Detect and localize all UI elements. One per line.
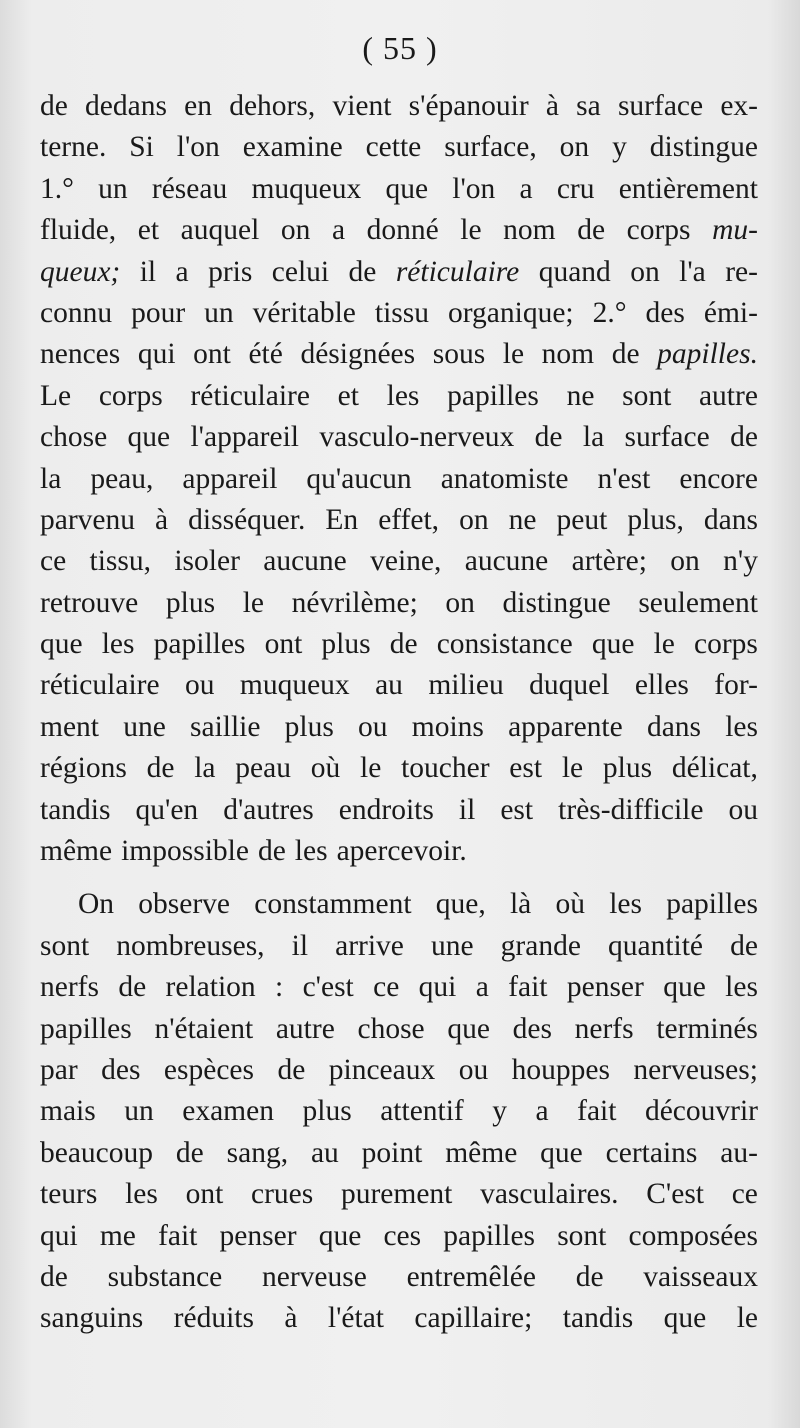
- text-line: papilles n'étaient autre chose que des nerfs terminés: [40, 1012, 758, 1045]
- text-line: fluide, et auquel on a donné le nom de corps mu-: [40, 214, 758, 247]
- text-line: tandis qu'en d'autres endroits il est très-difficile ou: [40, 793, 758, 826]
- paragraph-gap: [40, 872, 758, 884]
- body-text: [40, 86, 758, 1340]
- text-line: parvenu à disséquer. En effet, on ne peut plus, dans: [40, 503, 758, 536]
- text-line: 1.° un réseau muqueux que l'on a cru entièrement: [40, 172, 758, 205]
- text-line: de substance nerveuse entremêlée de vaisseaux: [40, 1260, 758, 1293]
- text-line: chose que l'appareil vasculo-nerveux de la surface de: [40, 421, 758, 454]
- text-line: même impossible de les apercevoir.: [40, 835, 467, 868]
- text-line: On observe constamment que, là où les papilles: [78, 888, 758, 921]
- text-line: que les papilles ont plus de consistance que le corps: [40, 628, 758, 661]
- text-line: nences qui ont été désignées sous le nom de papilles.: [40, 338, 758, 371]
- text-line: de dedans en dehors, vient s'épanouir à sa surface ex-: [40, 90, 758, 122]
- text-line: la peau, appareil qu'aucun anatomiste n'est encore: [40, 462, 758, 495]
- text-line: mais un examen plus attentif y a fait découvrir: [40, 1095, 758, 1128]
- page-number: ( 55 ): [362, 30, 438, 66]
- paragraph: [40, 884, 758, 1339]
- text-line: Le corps réticulaire et les papilles ne sont autre: [40, 379, 758, 412]
- text-line: connu pour un véritable tissu organique; 2.° des émi-: [40, 296, 758, 329]
- text-line: régions de la peau où le toucher est le plus délicat,: [40, 752, 758, 785]
- text-line: terne. Si l'on examine cette surface, on y distingue: [40, 131, 758, 164]
- text-line: ce tissu, isoler aucune veine, aucune artère; on n'y: [40, 545, 758, 578]
- text-line: queux; il a pris celui de réticulaire quand on l'a re-: [40, 255, 758, 288]
- text-line: sanguins réduits à l'état capillaire; tandis que le: [40, 1302, 758, 1335]
- text-line: qui me fait penser que ces papilles sont composées: [40, 1219, 758, 1252]
- text-line: retrouve plus le névrilème; on distingue seulement: [40, 586, 758, 619]
- text-line: beaucoup de sang, au point même que certains au-: [40, 1136, 758, 1169]
- text-line: nerfs de relation : c'est ce qui a fait penser que les: [40, 971, 758, 1004]
- text-line: par des espèces de pinceaux ou houppes nerveuses;: [40, 1053, 758, 1086]
- text-line: teurs les ont crues purement vasculaires. C'est ce: [40, 1178, 758, 1211]
- text-line: ment une saillie plus ou moins apparente dans les: [40, 710, 758, 743]
- paragraph: [40, 86, 758, 872]
- text-line: sont nombreuses, il arrive une grande quantité de: [40, 929, 758, 962]
- text-line: réticulaire ou muqueux au milieu duquel elles for-: [40, 669, 758, 702]
